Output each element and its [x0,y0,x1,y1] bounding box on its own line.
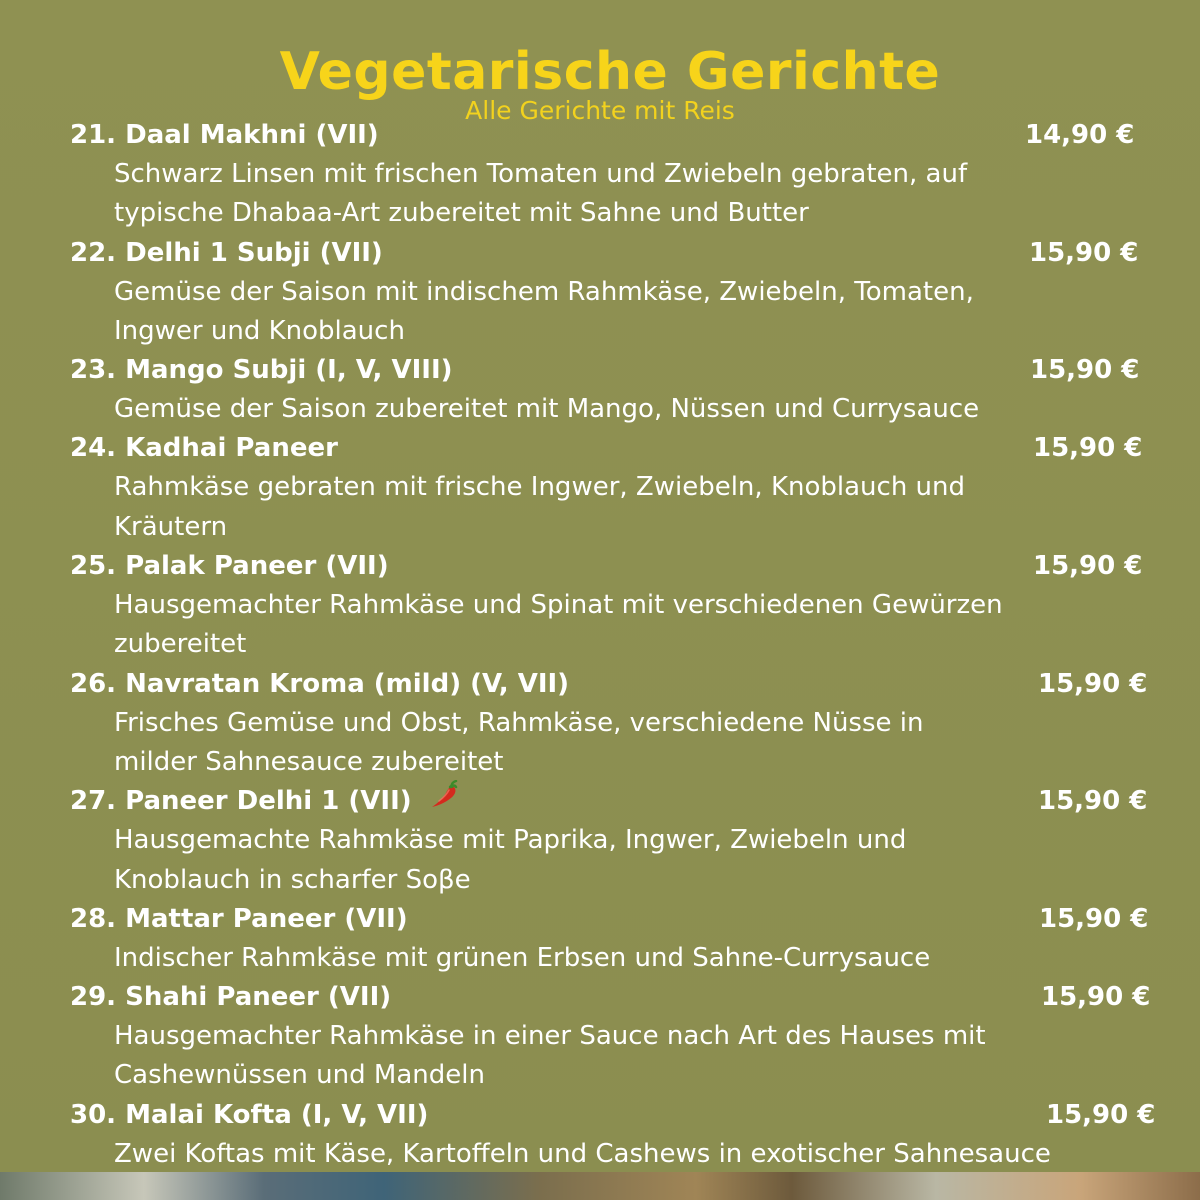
item-name: 29. Shahi Paneer (VII) [70,982,392,1013]
page-title: Vegetarische Gerichte [279,42,941,102]
item-description: Gemüse der Saison mit indischem Rahmkäse, Zwiebeln, Tomaten, Ingwer und Knoblauch [114,276,974,346]
item-price: 15,90 € [1038,668,1148,699]
item-name: 26. Navratan Kroma (mild) (V, VII) [70,668,570,699]
item-name: 23. Mango Subji (I, V, VIII) [70,355,453,386]
item-price: 15,90 € [1046,1099,1156,1130]
menu-item [70,978,1150,1096]
menu-item [70,900,1150,978]
item-description: Hausgemachter Rahmkäse und Spinat mit verschiedenen Gewürzen zubereitet [114,590,1003,660]
item-price: 14,90 € [1025,120,1135,150]
item-price: 15,90 € [1029,237,1139,268]
menu-item [70,547,1150,665]
item-description: Rahmkäse gebraten mit frische Ingwer, Zwiebeln, Knoblauch und Kräutern [114,472,966,542]
item-name: 22. Delhi 1 Subji (VII) [70,237,383,268]
item-description: Hausgemachter Rahmkäse in einer Sauce nach Art des Hauses mit Cashewnüssen und Mandeln [114,1021,986,1091]
item-name: 21. Daal Makhni (VII) [70,120,379,150]
menu-list [70,116,1156,1174]
item-description: Indischer Rahmkäse mit grünen Erbsen und Sahne-Currysauce [114,942,931,973]
item-description: Schwarz Linsen mit frischen Tomaten und Zwiebeln gebraten, auf typische Dhabaa-Art zubereitet mit Sahne und Butter [114,159,968,229]
item-description: Zwei Koftas mit Käse, Kartoffeln und Cashews in exotischer Sahnesauce [114,1138,1051,1169]
item-price: 15,90 € [1033,433,1143,464]
menu-item [70,782,1150,900]
menu-item [70,429,1150,547]
item-price: 15,90 € [1038,786,1148,817]
item-name: 30. Malai Kofta (I, V, VII) [70,1099,429,1130]
item-description: Hausgemachte Rahmkäse mit Paprika, Ingwer, Zwiebeln und Knoblauch in scharfer Soβe [114,825,907,895]
item-name: 28. Mattar Paneer (VII) [70,903,408,934]
menu-item [70,1096,1156,1174]
item-name: 25. Palak Paneer (VII) [70,551,389,582]
menu-item [70,234,1150,352]
food-photo-strip [0,1172,1200,1200]
menu-item [70,351,1150,429]
item-description: Gemüse der Saison zubereitet mit Mango, Nüssen und Currysauce [114,394,980,425]
item-price: 15,90 € [1041,982,1151,1013]
item-name: 27. Paneer Delhi 1 (VII) [70,786,412,817]
item-price: 15,90 € [1033,551,1143,582]
item-price: 15,90 € [1039,903,1149,934]
item-name: 24. Kadhai Paneer [70,433,338,464]
menu-item [70,665,1150,783]
item-description: Frisches Gemüse und Obst, Rahmkäse, verschiedene Nüsse in milder Sahnesauce zubereitet [114,707,924,777]
item-price: 15,90 € [1030,355,1140,386]
page-subtitle: Alle Gerichte mit Reis [465,96,735,125]
chili-pepper-icon [429,780,463,824]
menu-item [70,116,1150,234]
